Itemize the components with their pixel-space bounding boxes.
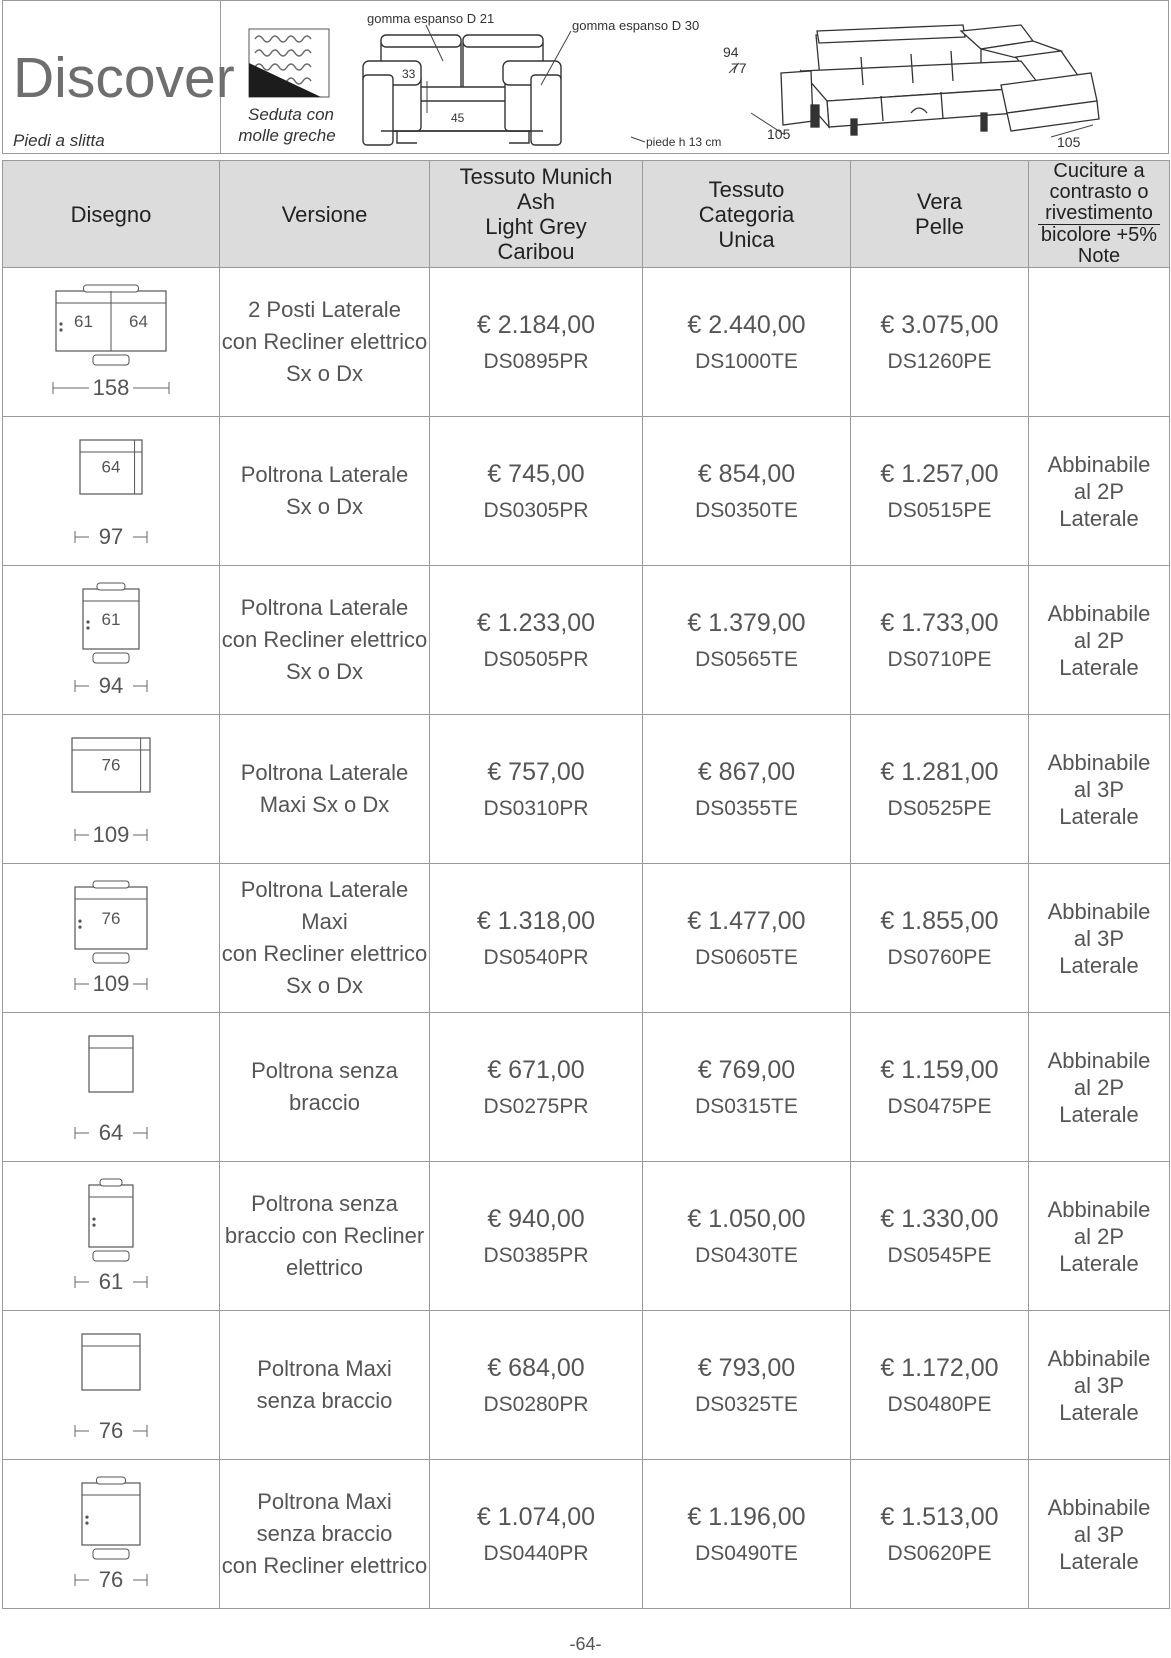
- module-width: 76: [98, 1567, 124, 1592]
- version-cell: [220, 1460, 430, 1609]
- version-cell: [220, 1311, 430, 1460]
- product-code: DS0315TE: [695, 1095, 798, 1118]
- note-line: al 2P: [1073, 1223, 1125, 1249]
- note-line: al 2P: [1073, 1074, 1125, 1100]
- product-code: DS0480PE: [887, 1393, 992, 1416]
- product-code: DS0385PR: [483, 1244, 589, 1267]
- dim-94-label: 94: [723, 44, 739, 60]
- note-cell: [1029, 864, 1170, 1013]
- foot-height-label: piede h 13 cm: [646, 135, 722, 149]
- product-code: DS0325TE: [695, 1393, 798, 1416]
- header-munich-line: Light Grey: [485, 214, 587, 239]
- module-width: 94: [98, 673, 124, 698]
- version-cell: [220, 715, 430, 864]
- price: € 854,00: [697, 460, 796, 488]
- module-dimension: 64: [129, 312, 148, 331]
- note-line: al 3P: [1073, 776, 1125, 802]
- price: € 757,00: [487, 758, 585, 786]
- price: € 1.172,00: [880, 1354, 999, 1382]
- product-code: DS1000TE: [695, 350, 798, 373]
- note-line: al 2P: [1073, 627, 1125, 653]
- version-line: Poltrona Laterale: [240, 462, 409, 487]
- note-line: al 3P: [1073, 1521, 1125, 1547]
- module-drawing: [36, 1320, 186, 1450]
- header-munich-line: Ash: [517, 189, 555, 214]
- module-width: 64: [98, 1120, 124, 1145]
- product-code: DS0355TE: [695, 797, 798, 820]
- price: € 684,00: [487, 1354, 585, 1382]
- table-row: [3, 1311, 1170, 1460]
- price: € 793,00: [697, 1354, 796, 1382]
- module-dimension: 61: [101, 610, 121, 629]
- table-row: [3, 1013, 1170, 1162]
- version-line: Poltrona Laterale Maxi: [240, 877, 409, 934]
- price: € 1.159,00: [880, 1056, 999, 1084]
- note-line: al 3P: [1073, 925, 1125, 951]
- feet-type-label: Piedi a slitta: [13, 131, 105, 150]
- version-line: Poltrona Maxi: [257, 1489, 392, 1514]
- price: € 671,00: [487, 1056, 585, 1084]
- table-row: [3, 715, 1170, 864]
- note-cell: [1029, 1162, 1170, 1311]
- price: € 1.074,00: [476, 1503, 596, 1531]
- module-drawing: [36, 426, 186, 556]
- price-cell-munich: [430, 1311, 643, 1460]
- price-cell-categoria: [643, 1311, 851, 1460]
- price-cell-munich: [430, 566, 643, 715]
- module-width: 97: [98, 524, 124, 549]
- version-cell: [220, 864, 430, 1013]
- header-tessuto-munich: [430, 161, 643, 268]
- version-line: Sx o Dx: [285, 361, 364, 386]
- seat-label-line1: Seduta con: [247, 105, 335, 124]
- note-line: al 2P: [1073, 478, 1125, 504]
- module-drawing-cell: [3, 1311, 220, 1460]
- price-cell-pelle: [851, 864, 1029, 1013]
- header-categoria-line: Unica: [718, 226, 775, 252]
- price: € 1.379,00: [687, 609, 806, 637]
- module-dimension: 61: [74, 312, 93, 331]
- price-cell-categoria: [643, 864, 851, 1013]
- price: € 1.281,00: [880, 758, 999, 786]
- table-header-row: [3, 161, 1170, 268]
- price: € 1.233,00: [476, 609, 596, 637]
- price-cell-categoria: [643, 1162, 851, 1311]
- product-code: DS0505PR: [483, 648, 589, 671]
- spring-swatch: [249, 29, 329, 97]
- brand-name: Discover: [13, 46, 235, 110]
- header-pelle-line: Pelle: [915, 214, 964, 239]
- sofa-corner-view: [781, 25, 1099, 135]
- header-munich-line: Tessuto Munich: [459, 164, 613, 189]
- product-header: [2, 0, 1169, 154]
- note-line: Abbinabile: [1047, 451, 1151, 477]
- dim-33-label: 33: [402, 67, 416, 81]
- price: € 867,00: [697, 758, 796, 786]
- version-line: elettrico: [285, 1255, 364, 1280]
- sofa-technical-drawing: [221, 1, 1168, 153]
- price-cell-categoria: [643, 566, 851, 715]
- header-note-line: Cuciture a: [1053, 160, 1145, 182]
- note-line: Laterale: [1059, 952, 1139, 978]
- price-cell-pelle: [851, 417, 1029, 566]
- product-code: DS0310PR: [483, 797, 589, 820]
- module-drawing-cell: [3, 1162, 220, 1311]
- product-code: DS0280PR: [483, 1393, 589, 1416]
- header-note: [1029, 161, 1170, 268]
- price-cell-categoria: [643, 1460, 851, 1609]
- price-cell-munich: [430, 1013, 643, 1162]
- product-code: DS0540PR: [483, 946, 589, 969]
- module-drawing: [36, 575, 186, 705]
- module-dimension: 76: [101, 755, 121, 775]
- note-cell: [1029, 1013, 1170, 1162]
- dim-45-label: 45: [451, 111, 465, 125]
- note-line: Abbinabile: [1047, 1196, 1151, 1222]
- price-cell-munich: [430, 1162, 643, 1311]
- price: € 940,00: [487, 1205, 585, 1233]
- product-code: DS0475PE: [887, 1095, 992, 1118]
- price-table: [2, 160, 1170, 1609]
- version-line: Sx o Dx: [285, 659, 364, 684]
- note-line: Laterale: [1059, 803, 1139, 829]
- module-drawing-cell: [3, 566, 220, 715]
- module-drawing: [36, 1469, 186, 1599]
- price: € 1.855,00: [880, 907, 999, 935]
- foam-d21-label: gomma espanso D 21: [367, 11, 495, 26]
- module-drawing-cell: [3, 864, 220, 1013]
- module-drawing: [36, 277, 186, 407]
- version-line: con Recliner elettrico: [221, 329, 428, 354]
- brand-cell: [3, 1, 235, 153]
- price-cell-munich: [430, 417, 643, 566]
- header-note-line: contrasto o: [1049, 181, 1149, 203]
- price-cell-categoria: [643, 1013, 851, 1162]
- price-cell-munich: [430, 1460, 643, 1609]
- product-code: DS0895PR: [483, 350, 589, 373]
- version-line: con Recliner elettrico: [221, 627, 428, 652]
- note-line: Laterale: [1059, 505, 1139, 531]
- price-cell-categoria: [643, 715, 851, 864]
- price: € 2.184,00: [476, 311, 596, 339]
- table-row: [3, 268, 1170, 417]
- price-cell-munich: [430, 268, 643, 417]
- price-cell-categoria: [643, 268, 851, 417]
- module-width: 109: [92, 971, 130, 996]
- product-code: DS0605TE: [695, 946, 798, 969]
- module-drawing: [36, 1022, 186, 1152]
- dim-105a-label: 105: [767, 126, 791, 142]
- module-dimension: 64: [101, 457, 121, 477]
- table-row: [3, 417, 1170, 566]
- note-line: Abbinabile: [1047, 600, 1151, 626]
- module-drawing: [36, 873, 186, 1003]
- table-row: [3, 1460, 1170, 1609]
- note-cell: [1029, 566, 1170, 715]
- product-code: DS0545PE: [887, 1244, 992, 1267]
- version-cell: [220, 417, 430, 566]
- price: € 1.257,00: [880, 460, 999, 488]
- header-tessuto-categoria: [643, 161, 851, 268]
- price-cell-categoria: [643, 417, 851, 566]
- module-width: 109: [92, 822, 130, 847]
- version-line: con Recliner elettrico: [221, 941, 428, 966]
- version-line: braccio con Recliner: [224, 1223, 425, 1248]
- version-cell: [220, 566, 430, 715]
- product-code: DS0565TE: [695, 648, 798, 671]
- module-width: 61: [98, 1269, 124, 1294]
- version-line: senza braccio: [256, 1388, 393, 1413]
- header-versione: Versione: [220, 161, 430, 268]
- header-note-surcharge: bicolore +5%: [1038, 224, 1160, 246]
- table-row: [3, 1162, 1170, 1311]
- module-drawing: [36, 1171, 186, 1301]
- header-categoria-line: Categoria: [698, 201, 795, 227]
- table-row: [3, 864, 1170, 1013]
- note-line: Laterale: [1059, 1101, 1139, 1127]
- version-cell: [220, 1162, 430, 1311]
- header-munich-line: Caribou: [497, 239, 575, 264]
- price: € 3.075,00: [880, 311, 999, 339]
- price-cell-munich: [430, 864, 643, 1013]
- price-cell-pelle: [851, 1162, 1029, 1311]
- module-dimension: 76: [101, 909, 121, 929]
- price: € 1.330,00: [880, 1205, 999, 1233]
- version-line: Poltrona Maxi: [257, 1356, 392, 1381]
- version-line: Poltrona senza: [251, 1191, 398, 1216]
- price-cell-pelle: [851, 715, 1029, 864]
- price-cell-pelle: [851, 1311, 1029, 1460]
- note-line: al 3P: [1073, 1372, 1125, 1398]
- version-line: braccio: [289, 1090, 360, 1115]
- price: € 1.477,00: [687, 907, 806, 935]
- header-note-label: Note: [1077, 245, 1121, 267]
- header-note-line: rivestimento: [1045, 202, 1153, 224]
- module-drawing-cell: [3, 268, 220, 417]
- version-line: con Recliner elettrico: [221, 1553, 428, 1578]
- seat-label-line2: molle greche: [238, 126, 336, 145]
- product-code: DS0710PE: [887, 648, 992, 671]
- version-line: 2 Posti Laterale: [248, 297, 401, 322]
- note-cell: [1029, 1460, 1170, 1609]
- price-cell-pelle: [851, 1460, 1029, 1609]
- dim-77-label: 77: [731, 60, 747, 76]
- product-code: DS0275PR: [483, 1095, 589, 1118]
- product-code: DS1260PE: [887, 350, 992, 373]
- price: € 2.440,00: [687, 311, 806, 339]
- product-code: DS0430TE: [695, 1244, 798, 1267]
- product-code: DS0305PR: [483, 499, 589, 522]
- note-cell: [1029, 715, 1170, 864]
- note-line: Abbinabile: [1047, 898, 1151, 924]
- product-code: DS0525PE: [887, 797, 992, 820]
- sofa-front-view: [363, 35, 561, 145]
- note-line: Laterale: [1059, 1399, 1139, 1425]
- price-cell-munich: [430, 715, 643, 864]
- price: € 1.513,00: [880, 1503, 999, 1531]
- version-line: Sx o Dx: [285, 973, 364, 998]
- dim-105b-label: 105: [1057, 134, 1081, 150]
- module-drawing-cell: [3, 715, 220, 864]
- page-number: -64-: [569, 1634, 602, 1654]
- price: € 1.318,00: [476, 907, 596, 935]
- note-line: Laterale: [1059, 1250, 1139, 1276]
- header-vera-pelle: [851, 161, 1029, 268]
- version-line: senza braccio: [256, 1521, 393, 1546]
- note-line: Laterale: [1059, 654, 1139, 680]
- version-cell: [220, 1013, 430, 1162]
- module-width: 76: [98, 1418, 124, 1443]
- price: € 1.733,00: [880, 609, 999, 637]
- price: € 769,00: [697, 1056, 796, 1084]
- note-cell: [1029, 1311, 1170, 1460]
- note-line: Abbinabile: [1047, 1345, 1151, 1371]
- version-line: Poltrona Laterale: [240, 760, 409, 785]
- module-drawing-cell: [3, 1013, 220, 1162]
- product-code: DS0350TE: [695, 499, 798, 522]
- note-line: Laterale: [1059, 1548, 1139, 1574]
- product-code: DS0490TE: [695, 1542, 798, 1565]
- price: € 1.196,00: [687, 1503, 806, 1531]
- note-line: Abbinabile: [1047, 1494, 1151, 1520]
- note-line: Abbinabile: [1047, 749, 1151, 775]
- module-width: 158: [92, 375, 130, 400]
- product-code: DS0440PR: [483, 1542, 589, 1565]
- price: € 745,00: [487, 460, 585, 488]
- note-cell: [1029, 417, 1170, 566]
- price-cell-pelle: [851, 1013, 1029, 1162]
- product-code: DS0515PE: [887, 499, 992, 522]
- product-code: DS0760PE: [887, 946, 992, 969]
- module-drawing-cell: [3, 417, 220, 566]
- price-cell-pelle: [851, 566, 1029, 715]
- version-line: Poltrona senza: [251, 1058, 398, 1083]
- header-pelle-line: Vera: [916, 189, 963, 214]
- header-disegno: Disegno: [3, 161, 220, 268]
- header-categoria-line: Tessuto: [708, 176, 785, 202]
- module-drawing-cell: [3, 1460, 220, 1609]
- version-line: Sx o Dx: [285, 494, 364, 519]
- version-line: Maxi Sx o Dx: [259, 792, 390, 817]
- version-cell: [220, 268, 430, 417]
- table-row: [3, 566, 1170, 715]
- product-code: DS0620PE: [887, 1542, 992, 1565]
- technical-drawings: [221, 1, 1168, 153]
- note-line: Abbinabile: [1047, 1047, 1151, 1073]
- version-line: Poltrona Laterale: [240, 595, 409, 620]
- module-drawing: [36, 724, 186, 854]
- foam-d30-label: gomma espanso D 30: [572, 18, 700, 33]
- price: € 1.050,00: [687, 1205, 806, 1233]
- price-cell-pelle: [851, 268, 1029, 417]
- note-cell: [1029, 268, 1170, 417]
